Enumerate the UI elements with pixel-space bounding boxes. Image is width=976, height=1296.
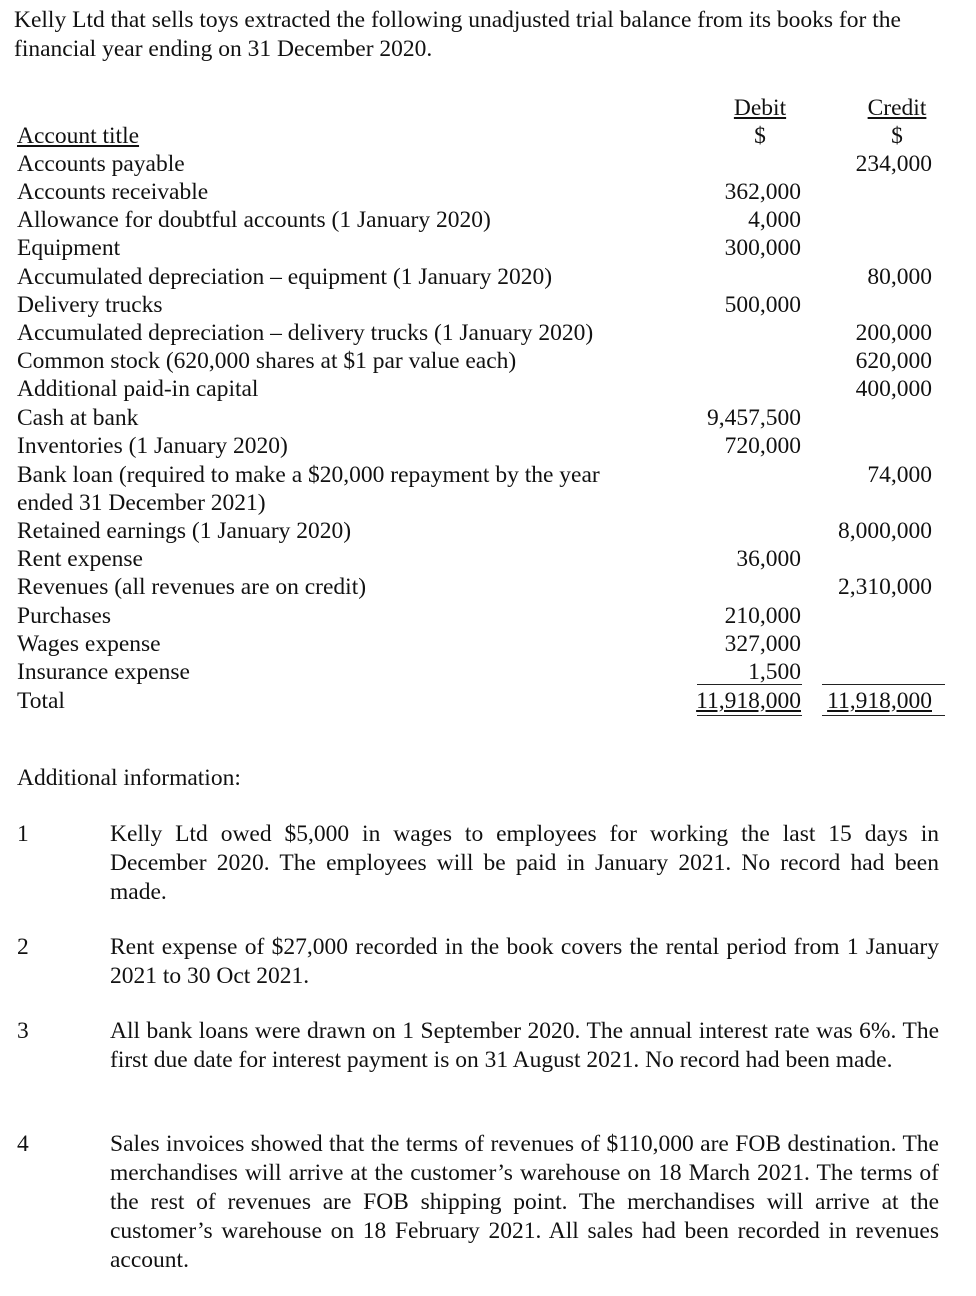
account-name: Additional paid-in capital: [17, 376, 259, 402]
account-name: Wages expense: [17, 631, 161, 657]
account-name: Allowance for doubtful accounts (1 January 2020): [17, 207, 491, 233]
additional-information-heading: Additional information:: [17, 765, 241, 791]
account-name: Delivery trucks: [17, 292, 163, 318]
credit-amount: 400,000: [855, 376, 932, 402]
credit-amount: 74,000: [867, 462, 932, 488]
account-title-header: Account title: [17, 123, 140, 149]
item-text: Rent expense of $27,000 recorded in the book covers the rental period from 1 January 2021 to 30 Oct 2021.: [110, 934, 939, 989]
credit-amount: 80,000: [867, 264, 932, 290]
item-number: 1: [17, 821, 29, 847]
account-name: Insurance expense: [17, 659, 190, 685]
item-number: 4: [17, 1131, 29, 1157]
debit-amount: 36,000: [736, 546, 801, 572]
account-name: Accumulated depreciation – delivery trucks (1 January 2020): [17, 320, 594, 346]
account-name: Bank loan (required to make a $20,000 repayment by the year: [17, 462, 600, 488]
account-name: Rent expense: [17, 546, 143, 572]
debit-double-rule: [697, 715, 802, 716]
account-name: Equipment: [17, 235, 121, 261]
account-name: Revenues (all revenues are on credit): [17, 574, 367, 600]
credit-label: Credit: [867, 95, 927, 121]
debit-amount: 720,000: [724, 433, 801, 459]
total-debit: 11,918,000: [696, 688, 801, 714]
debit-amount: 327,000: [724, 631, 801, 657]
debit-amount: 1,500: [748, 659, 801, 685]
debit-amount: 362,000: [724, 179, 801, 205]
credit-double-rule: [822, 715, 945, 716]
item-text: All bank loans were drawn on 1 September 2020. The annual interest rate was 6%. The first due date for interest payment is on 31 August 2021. No record had been made.: [110, 1018, 939, 1073]
debit-amount: 500,000: [724, 292, 801, 318]
account-name: ended 31 December 2021): [17, 490, 266, 516]
account-name: Accumulated depreciation – equipment (1 January 2020): [17, 264, 553, 290]
account-name: Accounts payable: [17, 151, 185, 177]
account-name: Accounts receivable: [17, 179, 209, 205]
debit-label: Debit: [733, 95, 787, 121]
debit-amount: 9,457,500: [707, 405, 801, 431]
account-name: Purchases: [17, 603, 111, 629]
credit-amount: 2,310,000: [838, 574, 932, 600]
total-label: Total: [17, 688, 65, 714]
debit-column-header: [719, 94, 801, 150]
credit-subtotal-rule: [822, 684, 945, 685]
credit-amount: 234,000: [855, 151, 932, 177]
intro-paragraph: Kelly Ltd that sells toys extracted the following unadjusted trial balance from its books for the financial year ending on 31 December 2020.: [14, 7, 901, 62]
credit-amount: 620,000: [855, 348, 932, 374]
debit-subtotal-rule: [697, 684, 802, 685]
debit-amount: 300,000: [724, 235, 801, 261]
item-text: Kelly Ltd owed $5,000 in wages to employees for working the last 15 days in December 2020. The employees will be paid in January 2021. No record had been made.: [110, 821, 939, 905]
account-name: Cash at bank: [17, 405, 139, 431]
credit-unit: $: [891, 123, 903, 149]
account-name: Retained earnings (1 January 2020): [17, 518, 352, 544]
account-name: Inventories (1 January 2020): [17, 433, 288, 459]
credit-amount: 8,000,000: [838, 518, 932, 544]
credit-column-header: [856, 94, 938, 150]
account-name: Common stock (620,000 shares at $1 par value each): [17, 348, 517, 374]
debit-unit: $: [754, 123, 766, 149]
item-number: 3: [17, 1018, 29, 1044]
item-number: 2: [17, 934, 29, 960]
item-text: Sales invoices showed that the terms of revenues of $110,000 are FOB destination. The merchandises will arrive at the customer’s warehouse on 18 March 2021. The terms of the rest of revenues are FOB shipping point. The merchandises will arrive at the customer’s warehouse on 18 February 2021. All sales had been recorded in revenues account.: [110, 1131, 939, 1273]
credit-amount: 200,000: [855, 320, 932, 346]
total-credit: 11,918,000: [827, 688, 932, 714]
debit-amount: 210,000: [724, 603, 801, 629]
debit-amount: 4,000: [748, 207, 801, 233]
